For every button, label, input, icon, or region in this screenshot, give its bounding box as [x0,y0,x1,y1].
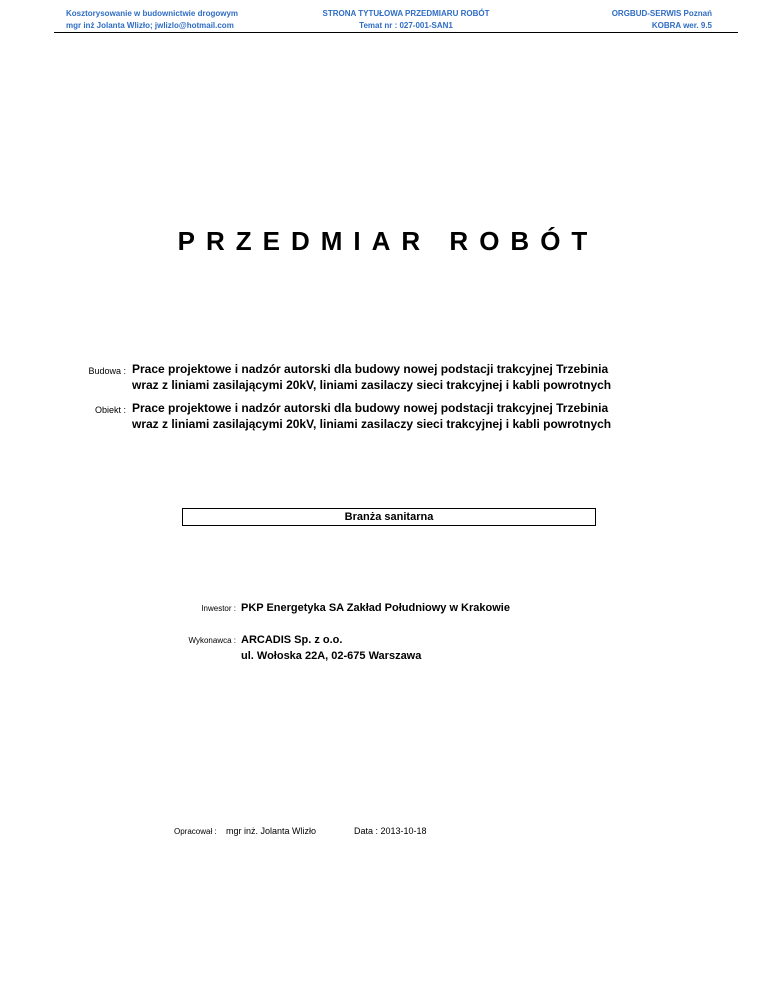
date-field: Data : 2013-10-18 [354,826,427,836]
obiekt-label: Obiekt : [94,405,126,415]
header-left-line1: Kosztorysowanie w budownictwie drogowym [66,9,239,18]
header-right [612,8,712,32]
obiekt-value [132,400,611,432]
obiekt-line2: wraz z liniami zasilającymi 20kV, liniami zasilaczy sieci trakcyjnej i kabli powrotnych [132,417,612,431]
inwestor-value: PKP Energetyka SA Zakład Południowy w Krakowie [241,602,510,614]
header-divider [54,32,738,33]
wykonawca-value [241,632,421,664]
wykonawca-line2: ul. Wołoska 22A, 02-675 Warszawa [241,650,422,662]
wykonawca-line1: ARCADIS Sp. z o.o. [241,634,343,646]
opracowal-value: mgr inż. Jolanta Wlizło [226,826,317,836]
branza-box: Branża sanitarna [182,508,596,526]
wykonawca-label: Wykonawca : [188,636,236,645]
budowa-value [132,361,611,393]
inwestor-label: Inwestor : [201,604,236,613]
budowa-label: Budowa : [88,366,126,376]
header-right-line1: ORGBUD-SERWIS Poznań [611,9,712,18]
header-center-line1: STRONA TYTUŁOWA PRZEDMIARU ROBÓT [322,9,490,18]
header-left-line2: mgr inż Jolanta Wlizło; jwlizlo@hotmail.com [66,21,234,30]
header-left [66,8,238,32]
document-title: PRZEDMIAR ROBÓT [177,226,599,256]
obiekt-line1: Prace projektowe i nadzór autorski dla budowy nowej podstacji trakcyjnej Trzebinia [132,401,609,415]
budowa-line1: Prace projektowe i nadzór autorski dla budowy nowej podstacji trakcyjnej Trzebinia [132,362,609,376]
budowa-line2: wraz z liniami zasilającymi 20kV, liniami zasilaczy sieci trakcyjnej i kabli powrotnych [132,378,612,392]
header-center [300,8,512,32]
header-right-line2: KOBRA wer. 9.5 [651,21,712,30]
header-topic-number: Temat nr : 027-001-SAN1 [359,21,453,30]
opracowal-label: Opracował : [174,827,217,836]
